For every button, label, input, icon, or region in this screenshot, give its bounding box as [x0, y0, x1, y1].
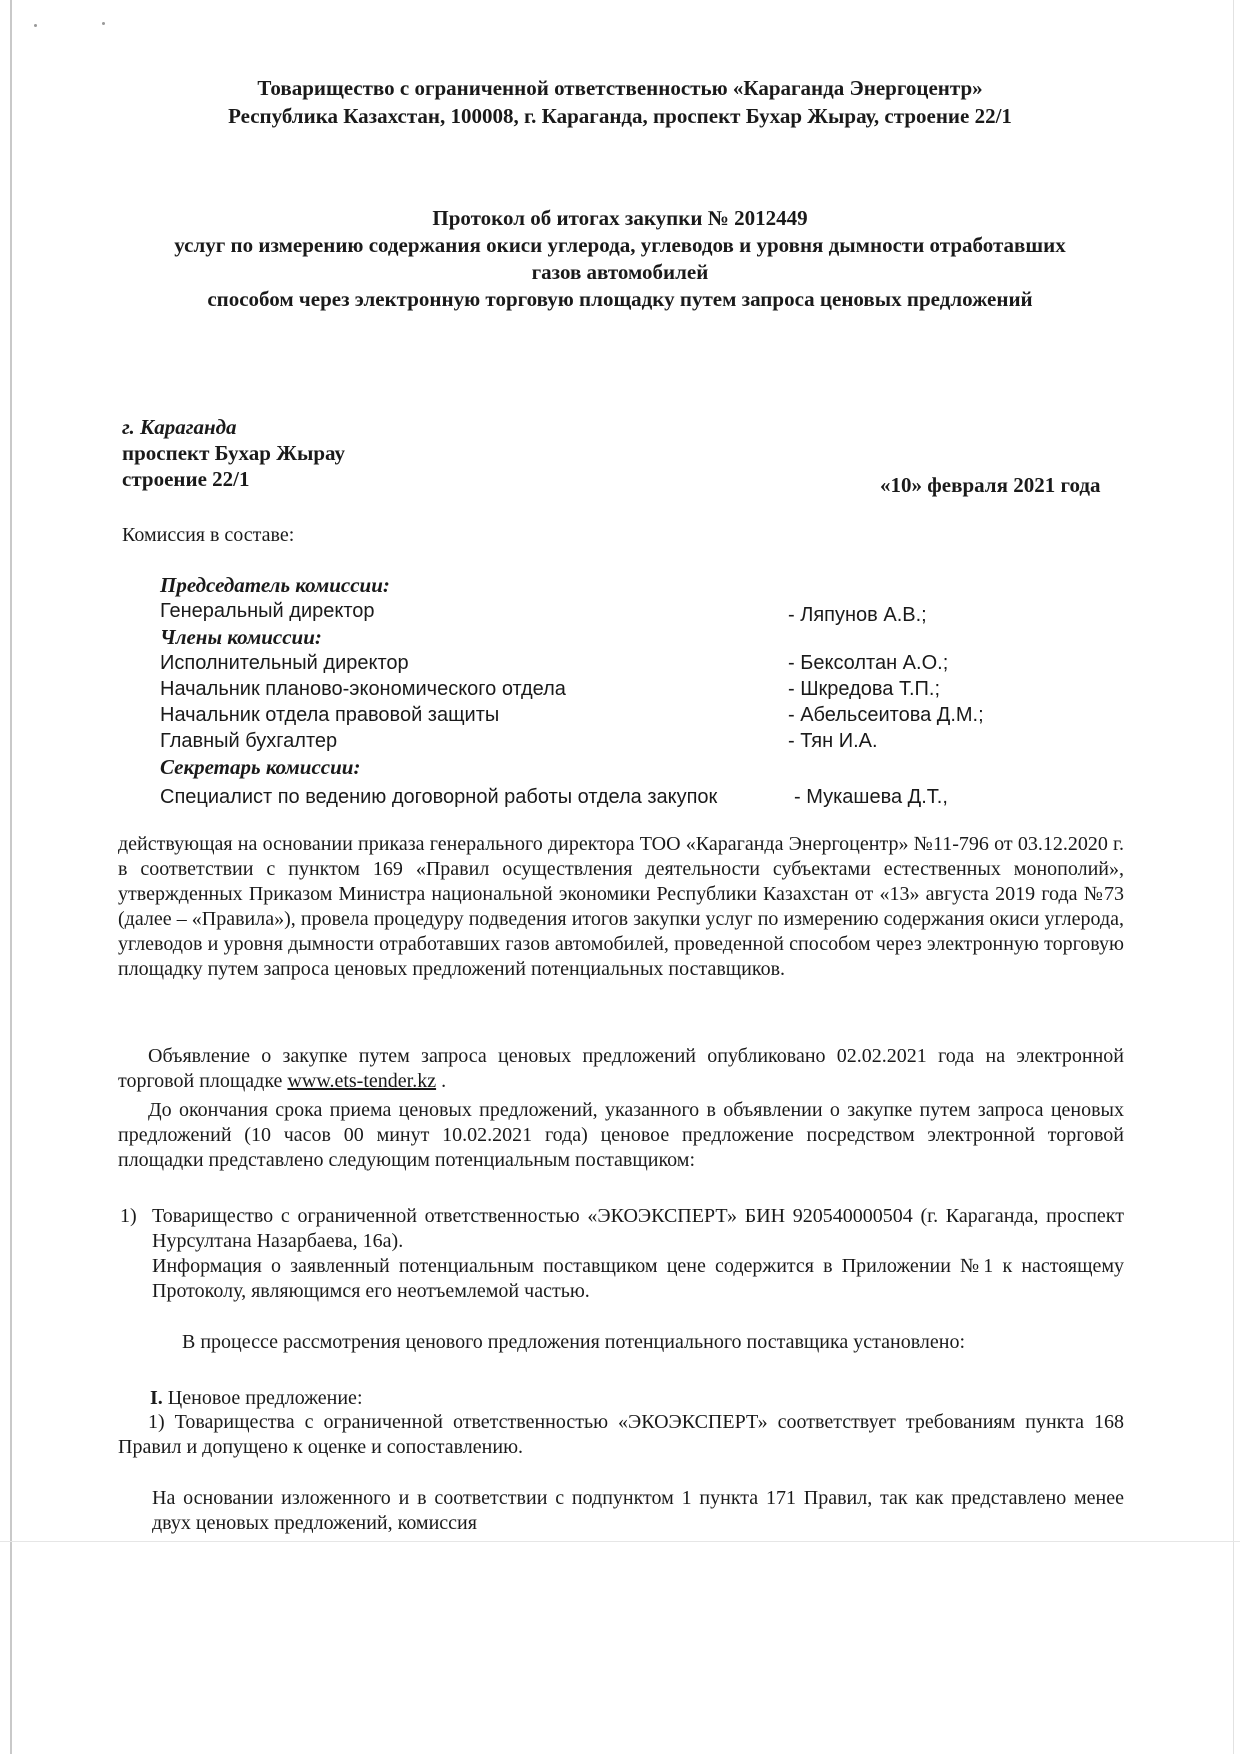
protocol-date: «10» февраля 2021 года [880, 473, 1101, 497]
chair-heading: Председатель комиссии: [160, 573, 390, 597]
section-title: Ценовое предложение: [167, 1387, 363, 1409]
protocol-title [120, 205, 1120, 313]
place-building: строение 22/1 [122, 467, 250, 491]
ets-tender-link[interactable]: www.ets-tender.kz [287, 1070, 437, 1092]
secretary-name: - Мукашева Д.Т., [794, 786, 948, 808]
chair-heading-row [160, 572, 1020, 598]
paragraph-announcement [118, 1044, 1124, 1094]
paragraph-basis: действующая на основании приказа генерального директора ТОО «Караганда Энергоцентр» №11-796 от 03.12.2020 г. в соответствии с пунктом 169 «Правил осуществления деятельности субъектами естественных монополий», утвержденных Приказом Министра национальной экономики Республики Казахстан от «13» августа 2019 года №73 (далее – «Правила»), провела процедуру подведения итогов закупки услуг по измерению содержания окиси углерода, углеводов и уровня дымности отработавших газов автомобилей, проведенной способом через электронную торговую площадку путем запроса ценовых предложений потенциальных поставщиков. [118, 833, 1124, 980]
secretary-row [160, 784, 1020, 810]
commission-members [160, 572, 1020, 810]
secretary-heading: Секретарь комиссии: [160, 755, 361, 779]
paragraph-compliance: 1) Товарищества с ограниченной ответственностью «ЭКОЭКСПЕРТ» соответствует требованиям пункта 168 Правил и допущено к оценке и сопоставлению. [118, 1411, 1124, 1458]
secretary-role: Специалист по ведению договорной работы отдела закупок [160, 786, 718, 808]
announcement-text: Объявление о закупке путем запроса ценовых предложений опубликовано 02.02.2021 года на электронной торговой площадке [118, 1045, 1124, 1092]
protocol-method: способом через электронную торговую площадку путем запроса ценовых предложений [207, 287, 1033, 311]
list-number: 1) [120, 1205, 137, 1227]
place-street: проспект Бухар Жырау [122, 441, 345, 465]
paragraph-review: В процессе рассмотрения ценового предложения потенциального поставщика установлено: [182, 1331, 966, 1353]
member-row [160, 676, 1020, 702]
member-row [160, 702, 1020, 728]
company-name: Товарищество с ограниченной ответственностью «Караганда Энергоцентр» [257, 76, 983, 100]
member-row [160, 728, 1020, 754]
members-heading: Члены комиссии: [160, 625, 322, 649]
place-city: г. Караганда [122, 415, 237, 439]
section-number: I. [150, 1387, 163, 1409]
place-block [122, 414, 345, 492]
supplier-name: Товарищество с ограниченной ответственностью «ЭКОЭКСПЕРТ» БИН 920540000504 (г. Караганда, проспект Нурсултана Назарбаева, 16а). [152, 1205, 1124, 1252]
member-name: - Бексолтан А.О.; [788, 652, 949, 674]
member-name: - Тян И.А. [788, 730, 878, 752]
chair-role: Генеральный директор [160, 600, 375, 622]
scan-speck [102, 22, 105, 25]
company-header [120, 74, 1120, 130]
supplier-text [152, 1204, 1124, 1304]
announcement-end: . [436, 1070, 447, 1092]
secretary-heading-row [160, 754, 1020, 780]
protocol-subject-cont: газов автомобилей [531, 260, 709, 284]
chair-name: - Ляпунов А.В.; [788, 604, 927, 626]
chair-row [160, 598, 1020, 624]
scan-edge-left [10, 0, 12, 1754]
member-role: Исполнительный директор [160, 652, 409, 674]
commission-intro: Комиссия в составе: [122, 524, 295, 546]
member-role: Начальник планово-экономического отдела [160, 678, 566, 700]
member-role: Начальник отдела правовой защиты [160, 704, 500, 726]
company-address: Республика Казахстан, 100008, г. Караганда, проспект Бухар Жырау, строение 22/1 [228, 104, 1012, 128]
scan-speck [34, 24, 37, 27]
member-row [160, 650, 1020, 676]
supplier-price-info: Информация о заявленный потенциальным поставщиком цене содержится в Приложении №1 к настоящему Протоколу, являющимся его неотъемлемой частью. [152, 1255, 1124, 1302]
protocol-subject: услуг по измерению содержания окиси углерода, углеводов и уровня дымности отработавших [174, 233, 1066, 257]
member-name: - Шкредова Т.П.; [788, 678, 941, 700]
paragraph-decision: На основании изложенного и в соответствии с подпунктом 1 пункта 171 Правил, так как представлено менее двух ценовых предложений, комиссия [152, 1487, 1124, 1534]
scan-edge-right [1233, 0, 1234, 1754]
paragraph-deadline: До окончания срока приема ценовых предложений, указанного в объявлении о закупке путем запроса ценовых предложений (10 часов 00 минут 10.02.2021 года) ценовое предложение посредством электронной торговой площадки представлено следующим потенциальным поставщиком: [118, 1099, 1124, 1171]
section-heading [150, 1386, 363, 1411]
protocol-number: Протокол об итогах закупки № 2012449 [432, 206, 808, 230]
members-heading-row [160, 624, 1020, 650]
member-role: Главный бухгалтер [160, 730, 338, 752]
scan-line [0, 1541, 1240, 1542]
member-name: - Абельсеитова Д.М.; [788, 704, 984, 726]
